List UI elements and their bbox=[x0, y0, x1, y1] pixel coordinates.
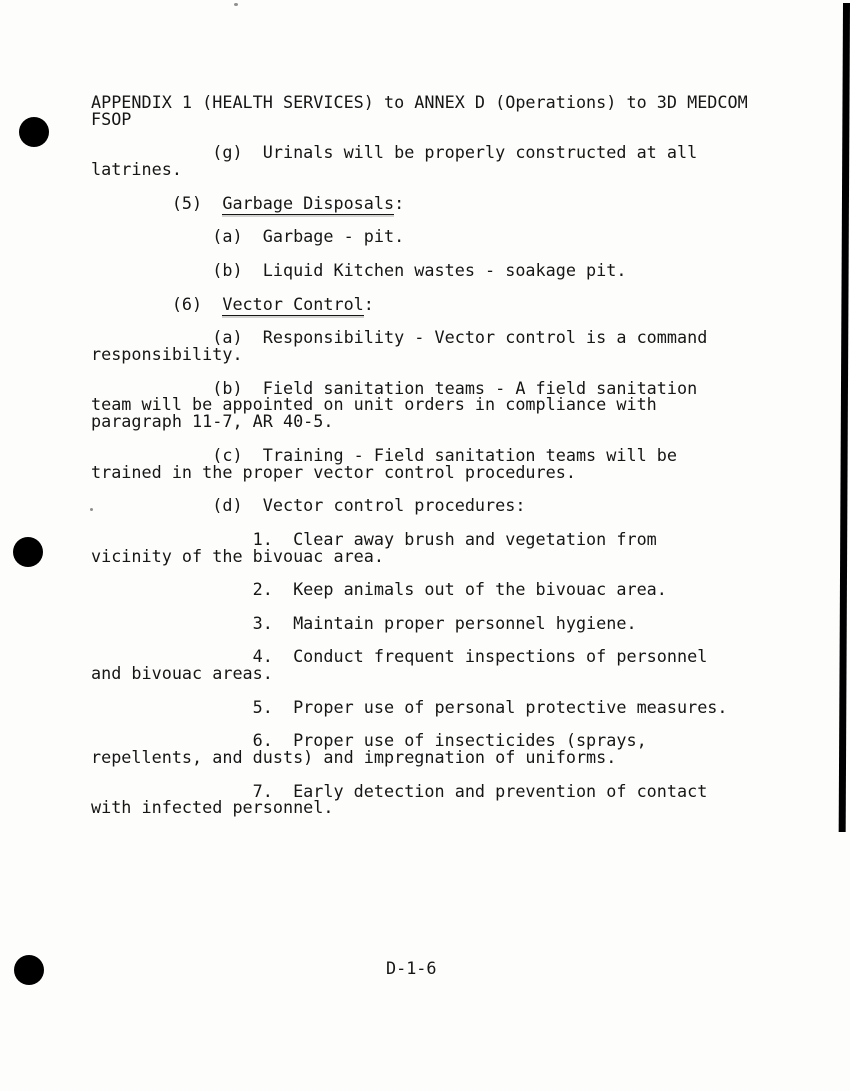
text-line: repellents, and dusts) and impregnation of uniforms. bbox=[91, 747, 617, 768]
text-line: (b) Liquid Kitchen wastes - soakage pit. bbox=[91, 259, 627, 280]
hole-punch-middle bbox=[13, 537, 43, 567]
text-line: trained in the proper vector control procedures. bbox=[91, 461, 576, 482]
scan-speck bbox=[234, 3, 238, 6]
text-line: 5. Proper use of personal protective measures. bbox=[91, 696, 728, 717]
text-line: and bivouac areas. bbox=[91, 663, 273, 684]
text-line: vicinity of the bivouac area. bbox=[91, 545, 384, 566]
text-line: (b) Field sanitation teams - A field sanitation bbox=[91, 377, 698, 398]
text-line: 6. Proper use of insecticides (sprays, bbox=[91, 730, 647, 751]
text-line: team will be appointed on unit orders in compliance with bbox=[91, 394, 657, 415]
text-line: responsibility. bbox=[91, 343, 243, 364]
text-line: with infected personnel. bbox=[91, 797, 334, 818]
text-line: (d) Vector control procedures: bbox=[91, 495, 526, 516]
text-line bbox=[91, 192, 748, 213]
text-line: 2. Keep animals out of the bivouac area. bbox=[91, 579, 667, 600]
text-segment: (6) bbox=[91, 293, 223, 314]
text-segment: (5) bbox=[91, 192, 223, 213]
hole-punch-top bbox=[19, 117, 49, 147]
text-line: (c) Training - Field sanitation teams will be bbox=[91, 444, 677, 465]
text-line: latrines. bbox=[91, 159, 182, 180]
document-body bbox=[91, 94, 748, 816]
text-line: 3. Maintain proper personnel hygiene. bbox=[91, 612, 637, 633]
text-segment: : bbox=[363, 293, 374, 314]
text-line: paragraph 11-7, AR 40-5. bbox=[91, 411, 334, 432]
scan-artifact-right-bar bbox=[839, 3, 850, 832]
text-line: (g) Urinals will be properly constructed at all bbox=[91, 142, 698, 163]
text-segment: : bbox=[394, 192, 405, 213]
underlined-heading: Garbage Disposals bbox=[222, 192, 395, 213]
text-line: 4. Conduct frequent inspections of personnel bbox=[91, 646, 708, 667]
underlined-heading: Vector Control bbox=[222, 293, 364, 314]
text-line: APPENDIX 1 (HEALTH SERVICES) to ANNEX D (Operations) to 3D MEDCOM bbox=[91, 92, 748, 112]
page-number: D-1-6 bbox=[386, 958, 437, 978]
text-line: (a) Garbage - pit. bbox=[91, 226, 405, 247]
hole-punch-bottom bbox=[14, 955, 44, 985]
text-line: FSOP bbox=[91, 108, 132, 129]
text-line: 7. Early detection and prevention of contact bbox=[91, 780, 708, 801]
text-line bbox=[91, 293, 748, 314]
text-line: 1. Clear away brush and vegetation from bbox=[91, 528, 657, 549]
text-line: (a) Responsibility - Vector control is a command bbox=[91, 327, 708, 348]
